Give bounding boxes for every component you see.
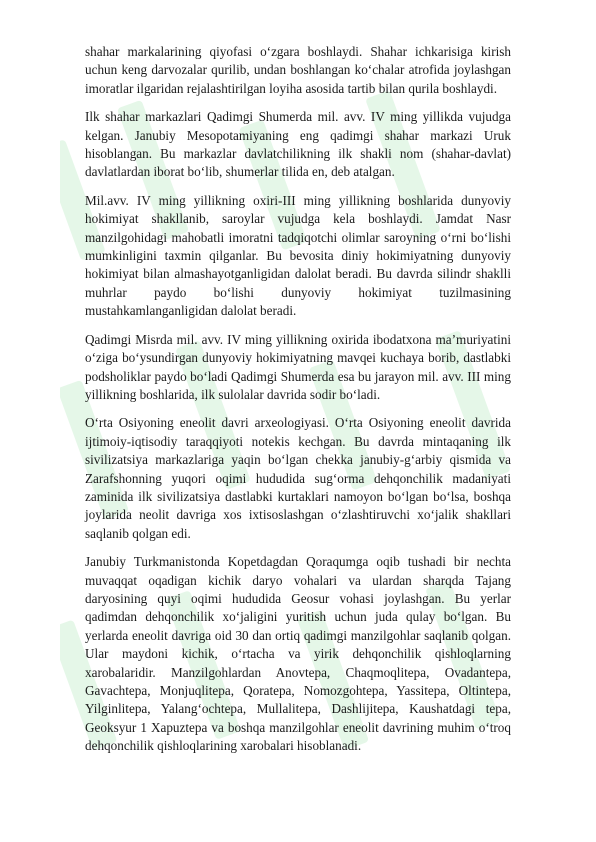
body-text xyxy=(85,43,511,766)
paragraph-6: Janubiy Turkmanistonda Kopetdagdan Qoraqumga oqib tushadi bir nechta muvaqqat oqadigan kichik daryo vohalari va ulardan sharqda Tajang daryosining quyi oqimi hududida Geosur vohasi joylashgan. Bu yerlar qadimdan dehqonchilik xo‘jaligini yuritish uchun juda qulay bo‘lgan. Bu yerlarda eneolit davriga oid 30 dan ortiq qadimgi manzilgohlar saqlanib qolgan. Ular maydoni kichik, o‘rtacha va yirik dehqonchilik qishloqlarning xarobalaridir. Manzilgohlardan Anovtepa, Chaqmoqlitepa, Ovadantepa, Gavachtepa, Monjuqlitepa, Qoratepa, Nomozgohtepa, Yassitepa, Oltintepa, Yilginlitepa, Yalang‘ochtepa, Mullalitepa, Dashlijitepa, Kaushatdagi tepa, Geoksyur 1 Xapuztepa va boshqa manzilgohlar eneolit davrining muhim o‘troq dehqonchilik qishloqlarining xarobalari hisoblanadi. xyxy=(85,554,511,754)
paragraph-3: Mil.avv. IV ming yillikning oxiri-III ming yillikning boshlarida dunyoviy hokimiyat shakllanib, saroylar vujudga kela boshlaydi. Jamdat Nasr manzilgohidagi mahobatli imoratni tadqiqotchi olimlar saroyning o‘rni bo‘lishi mumkinligini taxmin qilganlar. Bu bevosita diniy hokimiyatning dunyoviy hokimiyat bilan almashayotganligidan dalolat beradi. Bu davrda silindr shaklli muhrlar paydo bo‘lishi dunyoviy hokimiyat tuzilmasining mustahkamlanganligidan dalolat beradi. xyxy=(85,192,511,319)
paragraph-5: O‘rta Osiyoning eneolit davri arxeologiyasi. O‘rta Osiyoning eneolit davrida ijtimoiy-iqtisodiy taraqqiyoti notekis kechgan. Bu davrda mintaqaning ilk sivilizatsiya markazlariga yaqin bo‘lgan chekka janubiy-g‘arbiy qismida va Zarafshonning yuqori oqimi hududida sug‘orma dehqonchilik madaniyati zaminida ilk sivilizatsiya dastlabki kurtaklari namoyon bo‘lgan bo‘lsa, boshqa joylarida neolit davriga xos ixtisoslashgan o‘zlashtiruvchi xo‘jalik shakllari saqlanib qolgan edi. xyxy=(85,415,511,541)
paragraph-1: shahar markalarining qiyofasi o‘zgara boshlaydi. Shahar ichkarisiga kirish uchun keng darvozalar qurilib, undan boshlangan ko‘chalar atrofida joylashgan imoratlar ilgaridan rejalashtirilgan loyiha asosida tartib bilan qurila boshlaydi. xyxy=(85,44,511,96)
paragraph-2: Ilk shahar markazlari Qadimgi Shumerda mil. avv. IV ming yillikda vujudga kelgan. Janubiy Mesopotamiyaning eng qadimgi shahar markazi Uruk hisoblangan. Bu markazlar davlatchilikning ilk shakli nom (shahar-davlat) davlatlardan iborat bo‘lib, shumerlar tilida en, deb atalgan. xyxy=(85,109,511,180)
paragraph-4: Qadimgi Misrda mil. avv. IV ming yillikning oxirida ibodatxona ma’muriyatini o‘ziga bo‘ysundirgan dunyoviy hokimiyatning mavqei kuchaya borib, dastlabki podsholiklar paydo bo‘ladi Qadimgi Shumerda esa bu jarayon mil. avv. III ming yillikning boshlarida, ilk sulolalar davrida sodir bo‘ladi. xyxy=(85,331,511,402)
